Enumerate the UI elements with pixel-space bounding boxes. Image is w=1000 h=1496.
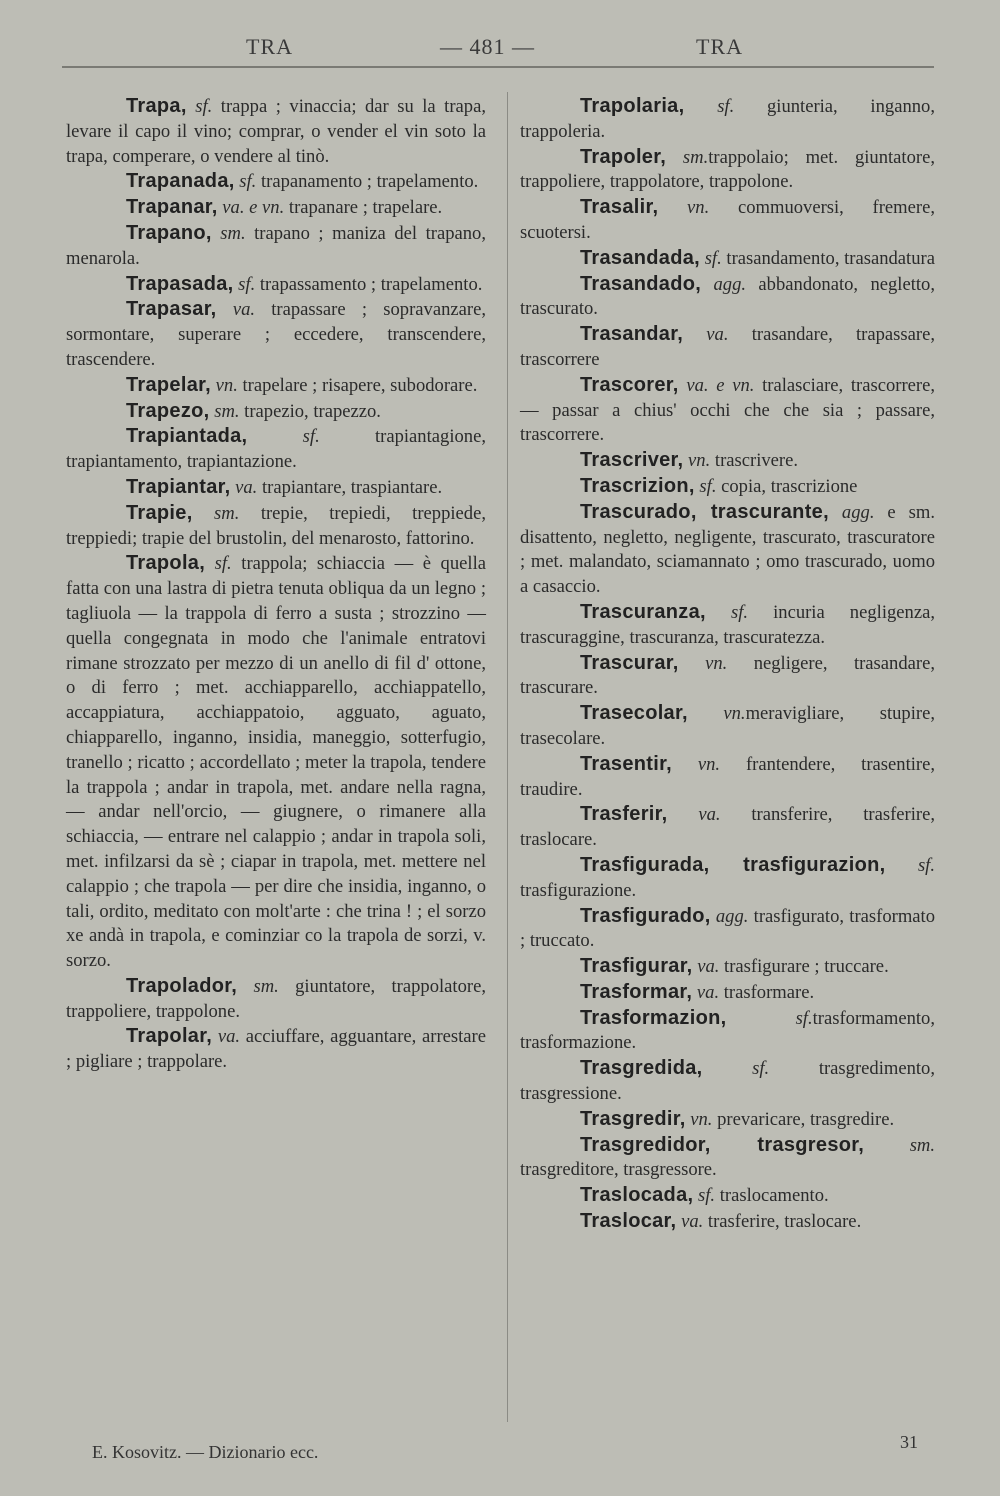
dictionary-entry (520, 1006, 935, 1057)
entry-definition: commuoversi, fremere, scuotersi. (520, 197, 935, 243)
entry-grammar: sf. (698, 1185, 716, 1207)
entry-headword: Trapolaria, (580, 95, 685, 117)
entry-headword: Trapezo, (126, 399, 210, 422)
dictionary-entry (520, 954, 935, 980)
dictionary-entry (520, 1056, 935, 1107)
entry-definition: trasfigurato, trasformato ; truccato. (520, 905, 935, 952)
entry-grammar: sf. (730, 601, 749, 623)
dictionary-entry (520, 980, 935, 1006)
entry-headword: Trasfigurar, (580, 955, 693, 978)
entry-grammar: va. e vn. (222, 197, 285, 219)
entry-grammar: sf. (239, 171, 257, 193)
dictionary-entry (66, 272, 486, 298)
dictionary-entry (520, 1133, 935, 1184)
entry-grammar: va. (232, 299, 256, 321)
entry-headword: Trasandada, (580, 246, 701, 269)
dictionary-entry (520, 322, 935, 373)
entry-headword: Trasformazion, (580, 1006, 727, 1029)
entry-grammar: sm. (214, 400, 240, 422)
entry-definition: trasfigurazione. (520, 879, 637, 901)
dictionary-entry (520, 1183, 935, 1209)
entry-headword: Trascrizion, (580, 474, 695, 497)
entry-headword: Trapelar, (126, 373, 211, 396)
entry-definition: trapano ; maniza del trapano, menarola. (66, 222, 487, 269)
dictionary-entry (66, 424, 486, 475)
dictionary-entry (66, 297, 486, 372)
dictionary-entry (66, 373, 486, 399)
entry-definition: incuria negligenza, trascuraggine, trascuranza, trascuratezza. (520, 601, 935, 648)
right-column (520, 94, 935, 1235)
entry-grammar: sf. (752, 1058, 770, 1080)
entry-grammar: va. e vn. (686, 374, 755, 396)
entry-grammar: sm. (253, 975, 279, 997)
entry-headword: Trapiantar, (126, 475, 231, 498)
entry-grammar: sf. (917, 854, 935, 876)
entry-headword: Trapano, (126, 221, 212, 244)
entry-grammar: vn. (705, 652, 728, 674)
entry-definition: trapelare ; risapere, subodorare. (237, 374, 478, 396)
entry-headword: Trapa, (126, 95, 187, 117)
dictionary-entry (520, 373, 935, 448)
entry-headword: Trasfigurado, (580, 904, 711, 927)
entry-headword: Trasfigurada, trasfigurazion, (580, 853, 886, 876)
entry-definition: trasgredimento, trasgressione. (520, 1058, 935, 1105)
entry-grammar: sf. (302, 426, 320, 448)
entry-grammar: vn. (697, 753, 721, 775)
entry-definition: meravigliare, stupire, trasecolare. (520, 703, 935, 749)
entry-definition: trasandare, trapassare, trascorrere (520, 324, 935, 370)
entry-definition: trapiantagione, trapiantamento, trapiantazione. (66, 426, 486, 473)
entry-grammar: vn. (215, 374, 238, 396)
entry-headword: Trapiantada, (126, 425, 248, 448)
running-head-left: TRA (246, 34, 293, 59)
entry-definition: traslocamento. (715, 1185, 829, 1207)
dictionary-entry (66, 501, 486, 552)
dictionary-entry (520, 1209, 935, 1235)
entry-headword: Trapoler, (580, 145, 667, 168)
dictionary-entry (66, 1024, 486, 1075)
entry-headword: Trasecolar, (580, 702, 688, 725)
entry-headword: Trascorer, (580, 373, 679, 396)
dictionary-entry (520, 246, 935, 272)
entry-definition: acciuffare, agguantare, arrestare ; pigliare ; trappolare. (66, 1026, 486, 1073)
entry-definition: trasferire, traslocare. (703, 1211, 862, 1233)
entry-grammar: sf. (795, 1007, 813, 1029)
dictionary-entry (520, 651, 935, 702)
entry-grammar: va. (706, 324, 729, 346)
entry-grammar: vn. (690, 1108, 713, 1130)
entry-definition: trapassare ; sopravanzare, sormontare, superare ; eccedere, transcendere, trascendere. (66, 299, 486, 370)
dictionary-entry (520, 500, 935, 600)
dictionary-entry (66, 399, 486, 425)
entry-grammar: vn. (688, 450, 711, 472)
entry-grammar: va. (217, 1026, 241, 1048)
running-head-right: TRA (696, 34, 743, 59)
entry-headword: Trasandar, (580, 323, 684, 346)
entry-grammar: sm. (682, 146, 709, 168)
entry-grammar: agg. (715, 905, 749, 927)
entry-definition: trapezio, trapezzo. (239, 400, 381, 422)
dictionary-entry (520, 904, 935, 955)
entry-headword: Trasandado, (580, 272, 702, 295)
left-column (66, 94, 486, 1075)
entry-grammar: sf. (704, 247, 722, 269)
dictionary-entry (66, 974, 486, 1025)
footer-imprint: E. Kosovitz. — Dizionario ecc. (92, 1442, 319, 1462)
dictionary-entry (66, 221, 486, 272)
entry-headword: Trapolar, (126, 1025, 213, 1048)
dictionary-entry (520, 600, 935, 651)
entry-definition: trasgreditore, trasgressore. (520, 1159, 717, 1181)
entry-headword: Trasformar, (580, 980, 693, 1003)
dictionary-entry (520, 802, 935, 853)
entry-headword: Trasgredidor, trasgresor, (580, 1133, 865, 1156)
dictionary-entry (520, 94, 935, 145)
entry-definition: trepie, trepiedi, treppiede, treppiedi; trapie del brustolin, del menarosto, fattorino. (66, 502, 486, 549)
column-divider (507, 92, 508, 1422)
entry-headword: Trascuranza, (580, 600, 706, 623)
entry-grammar: sf. (717, 96, 735, 117)
entry-definition: tralasciare, trascorrere, — passar a chius' occhi che che sia ; passare, trascorrere. (520, 374, 935, 446)
dictionary-entry (66, 475, 486, 501)
page-number: — 481 — (440, 34, 535, 59)
entry-headword: Trasferir, (580, 803, 668, 826)
dictionary-entry (66, 195, 486, 221)
entry-definition: trasformamento, trasformazione. (520, 1007, 935, 1054)
signature-mark: 31 (900, 1432, 918, 1452)
entry-grammar: va. (697, 956, 720, 978)
dictionary-entry (520, 272, 935, 323)
entry-grammar: agg. (841, 501, 875, 523)
entry-headword: Trasentir, (580, 752, 672, 775)
entry-grammar: sm. (909, 1134, 935, 1156)
entry-definition: negligere, trasandare, trascurare. (520, 652, 935, 699)
entry-definition: trapiantare, traspiantare. (257, 476, 443, 498)
entry-headword: Trapanada, (126, 170, 235, 193)
entry-headword: Trasalir, (580, 196, 659, 219)
dictionary-entry (520, 195, 935, 246)
dictionary-entry (520, 853, 935, 904)
entry-definition: trappola; schiaccia — è quella fatta con una lastra di pietra tenuta obliqua da un legno ; tagliuola — la trappola di ferro a susta ; strozzino — quella congegnata in modo che l'animale entratovi rimane strozzato per mezzo di un anello di fil d' ottone, o di ferro ; met. acchiapparello, acchiappatello, accappiatura, acchiappatoio, agguato, aguato, chiapparello, inganno, insidia, maneggio, sotterfugio, tranello ; ricatto ; accordellato ; meter la trapola, tendere la trappola ; andar in trapola, met. andare nella ragna, — andar nell'orcio, — giugnere, o rimanere alla schiaccia, — entrare nel calappio ; andar in trapola soli, met. infilzarsi da sè ; ciapar in trapola, met. mettere nel calappio ; che trapola — per dire che insidia, inganno, o tali, ordito, meditato con molt'arte : che trina ! ; el sorzo xe andà in trapola, e cominziar co la trapola de sorzi, v. sorzo. (66, 553, 486, 972)
entry-grammar: va. (681, 1211, 704, 1233)
entry-definition: abbandonato, negletto, trascurato. (520, 273, 935, 320)
entry-definition: transferire, trasferire, traslocare. (520, 804, 936, 851)
entry-grammar: agg. (713, 273, 747, 295)
dictionary-entry (66, 551, 486, 974)
entry-grammar: va. (235, 476, 258, 498)
entry-grammar: sf. (214, 553, 232, 575)
entry-headword: Trascurar, (580, 651, 679, 674)
entry-grammar: va. (698, 804, 721, 826)
dictionary-entry (520, 474, 935, 500)
entry-definition: giunteria, inganno, trappoleria. (520, 96, 935, 142)
entry-headword: Trapola, (126, 552, 206, 575)
entry-grammar: sf. (699, 475, 717, 497)
entry-definition: trasandamento, trasandatura (721, 247, 935, 269)
header-rule (62, 66, 934, 68)
entry-headword: Trapasar, (126, 298, 217, 321)
entry-headword: Trascurado, trascurante, (580, 500, 829, 523)
entry-definition: trapanare ; trapelare. (284, 197, 443, 219)
entry-headword: Trasgredir, (580, 1107, 686, 1130)
entry-headword: Trapolador, (126, 974, 238, 997)
entry-grammar: vn. (723, 703, 746, 725)
entry-definition: frantendere, trasentire, traudire. (520, 753, 935, 800)
entry-grammar: vn. (687, 197, 710, 219)
dictionary-entry (520, 145, 935, 196)
entry-definition: trasfigurare ; truccare. (719, 956, 889, 978)
entry-grammar: va. (696, 981, 720, 1003)
entry-headword: Trapanar, (126, 196, 218, 219)
entry-grammar: sm. (220, 222, 246, 244)
entry-headword: Traslocar, (580, 1210, 677, 1233)
entry-definition: copia, trascrizione (716, 475, 858, 497)
entry-grammar: sf. (238, 273, 256, 295)
entry-definition: giuntatore, trappolatore, trappoliere, trappolone. (66, 975, 486, 1022)
entry-headword: Traslocada, (580, 1184, 694, 1207)
entry-headword: Trapie, (126, 501, 193, 524)
entry-headword: Trasgredida, (580, 1057, 703, 1080)
entry-definition: trapanamento ; trapelamento. (256, 171, 479, 193)
dictionary-entry (66, 94, 486, 169)
entry-definition: prevaricare, trasgredire. (712, 1108, 895, 1130)
entry-definition: trappa ; vinaccia; dar su la trapa, levare il capo il vino; comprar, o vender el vin soto la trapa, comperare, o vendere al tinò. (66, 96, 486, 167)
entry-definition: trasformare. (719, 981, 815, 1003)
dictionary-entry (520, 752, 935, 803)
entry-grammar: sf. (195, 96, 213, 117)
dictionary-entry (520, 448, 935, 474)
dictionary-entry (66, 169, 486, 195)
entry-headword: Trascriver, (580, 449, 684, 472)
dictionary-entry (520, 1107, 935, 1133)
entry-headword: Trapasada, (126, 272, 234, 295)
entry-definition: trapassamento ; trapelamento. (255, 273, 483, 295)
entry-definition: e sm. disattento, negletto, negligente, trascurato, trascuratore ; met. malandato, sciamannato ; omo trascurado, uomo a casaccio. (520, 501, 935, 598)
entry-grammar: sm. (214, 502, 240, 524)
dictionary-entry (520, 701, 935, 752)
entry-definition: trascrivere. (710, 450, 798, 472)
entry-definition: trappolaio; met. giuntatore, trappoliere, trappolatore, trappolone. (520, 146, 935, 193)
